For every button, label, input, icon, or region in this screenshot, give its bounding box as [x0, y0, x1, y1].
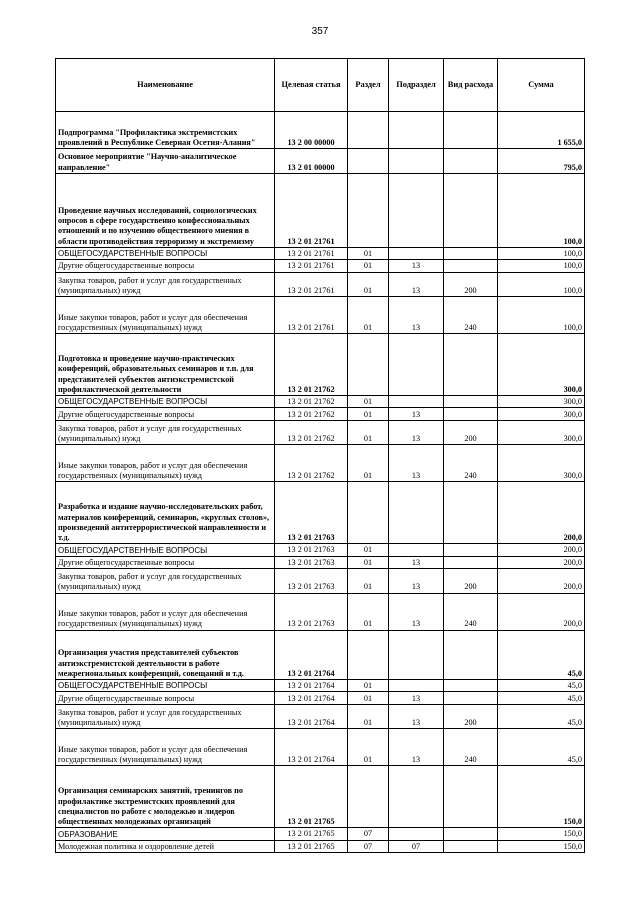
row-expense-type-cell: 200	[444, 704, 498, 729]
row-name-cell: Подготовка и проведение научно-практических конференций, образовательных семинаров и т.п. для представителей субъектов антиэкстремистской профилактической деятельности	[56, 334, 275, 396]
row-target-cell: 13 2 00 00000	[275, 112, 348, 149]
row-sum-cell: 45,0	[498, 679, 585, 691]
table-row	[56, 692, 585, 704]
header-expense-type: Вид расхода	[444, 59, 498, 112]
row-name-cell: Разработка и издание научно-исследовательских работ, материалов конференций, семинаров, «круглых столов», произведений антитеррористической направленности и т.д.	[56, 482, 275, 544]
row-name-cell: Иные закупки товаров, работ и услуг для обеспечения государственных (муниципальных) нужд	[56, 445, 275, 482]
row-expense-type-cell	[444, 149, 498, 174]
table-row	[56, 544, 585, 556]
row-sum-cell: 300,0	[498, 396, 585, 408]
row-expense-type-cell: 200	[444, 272, 498, 297]
table-header	[56, 59, 585, 112]
row-subsection-cell	[389, 828, 444, 840]
table-row	[56, 556, 585, 568]
row-name-cell: Проведение научных исследований, социологических опросов в сфере государственно конфессиональных отношений и по изучению общественного мнения в области противодействия терроризму и экстремизму	[56, 173, 275, 247]
row-subsection-cell: 13	[389, 272, 444, 297]
row-target-cell: 13 2 01 21763	[275, 556, 348, 568]
row-target-cell: 13 2 01 21762	[275, 420, 348, 445]
row-name-cell: ОБЩЕГОСУДАРСТВЕННЫЕ ВОПРОСЫ	[56, 247, 275, 259]
page-number: 357	[311, 26, 329, 37]
row-expense-type-cell	[444, 766, 498, 828]
row-subsection-cell: 13	[389, 568, 444, 593]
row-section-cell: 01	[348, 704, 389, 729]
row-sum-cell: 45,0	[498, 692, 585, 704]
row-section-cell: 01	[348, 420, 389, 445]
table-row	[56, 445, 585, 482]
table-row	[56, 679, 585, 691]
row-name-cell: Другие общегосударственные вопросы	[56, 408, 275, 420]
row-subsection-cell	[389, 630, 444, 679]
row-sum-cell: 150,0	[498, 766, 585, 828]
row-target-cell: 13 2 01 00000	[275, 149, 348, 174]
row-subsection-cell: 07	[389, 840, 444, 852]
table-body	[56, 112, 585, 853]
row-sum-cell: 795,0	[498, 149, 585, 174]
row-section-cell: 01	[348, 260, 389, 272]
row-sum-cell: 300,0	[498, 445, 585, 482]
row-expense-type-cell	[444, 396, 498, 408]
header-subsection: Подраздел	[389, 59, 444, 112]
row-section-cell	[348, 173, 389, 247]
row-subsection-cell: 13	[389, 260, 444, 272]
table-row	[56, 840, 585, 852]
row-section-cell: 01	[348, 297, 389, 334]
row-section-cell	[348, 766, 389, 828]
row-sum-cell: 150,0	[498, 828, 585, 840]
table-row	[56, 260, 585, 272]
row-section-cell: 07	[348, 840, 389, 852]
table-row	[56, 568, 585, 593]
header-target: Целевая статья	[275, 59, 348, 112]
row-name-cell: Основное мероприятие "Научно-аналитическое направление"	[56, 149, 275, 174]
row-section-cell: 01	[348, 247, 389, 259]
row-name-cell: ОБЩЕГОСУДАРСТВЕННЫЕ ВОПРОСЫ	[56, 679, 275, 691]
table-row	[56, 766, 585, 828]
row-target-cell: 13 2 01 21762	[275, 334, 348, 396]
row-section-cell: 01	[348, 445, 389, 482]
row-expense-type-cell: 240	[444, 297, 498, 334]
table-row	[56, 272, 585, 297]
row-section-cell	[348, 334, 389, 396]
row-section-cell: 01	[348, 396, 389, 408]
row-subsection-cell: 13	[389, 692, 444, 704]
header-name: Наименование	[56, 59, 275, 112]
row-subsection-cell	[389, 766, 444, 828]
row-target-cell: 13 2 01 21764	[275, 679, 348, 691]
table-row	[56, 297, 585, 334]
row-expense-type-cell	[444, 630, 498, 679]
row-target-cell: 13 2 01 21765	[275, 766, 348, 828]
row-name-cell: Молодежная политика и оздоровление детей	[56, 840, 275, 852]
row-target-cell: 13 2 01 21763	[275, 593, 348, 630]
row-expense-type-cell: 200	[444, 420, 498, 445]
row-name-cell: Другие общегосударственные вопросы	[56, 260, 275, 272]
header-section: Раздел	[348, 59, 389, 112]
row-name-cell: ОБРАЗОВАНИЕ	[56, 828, 275, 840]
table-row	[56, 149, 585, 174]
row-section-cell: 01	[348, 593, 389, 630]
row-sum-cell: 45,0	[498, 729, 585, 766]
row-sum-cell: 100,0	[498, 173, 585, 247]
row-subsection-cell: 13	[389, 445, 444, 482]
row-expense-type-cell	[444, 408, 498, 420]
row-sum-cell: 45,0	[498, 704, 585, 729]
table-row	[56, 729, 585, 766]
row-name-cell: Иные закупки товаров, работ и услуг для обеспечения государственных (муниципальных) нужд	[56, 729, 275, 766]
row-subsection-cell: 13	[389, 420, 444, 445]
row-subsection-cell	[389, 247, 444, 259]
row-subsection-cell	[389, 396, 444, 408]
row-sum-cell: 300,0	[498, 420, 585, 445]
row-section-cell: 01	[348, 729, 389, 766]
row-expense-type-cell: 240	[444, 593, 498, 630]
row-target-cell: 13 2 01 21761	[275, 173, 348, 247]
row-section-cell: 01	[348, 679, 389, 691]
row-subsection-cell	[389, 679, 444, 691]
row-subsection-cell	[389, 149, 444, 174]
row-sum-cell: 200,0	[498, 593, 585, 630]
row-expense-type-cell	[444, 692, 498, 704]
row-target-cell: 13 2 01 21762	[275, 445, 348, 482]
row-expense-type-cell	[444, 260, 498, 272]
row-subsection-cell	[389, 544, 444, 556]
row-expense-type-cell	[444, 828, 498, 840]
row-subsection-cell: 13	[389, 593, 444, 630]
row-name-cell: Организация участия представителей субъектов антиэкстремистской деятельности в работе межрегиональных конференций, совещаний и т.д.	[56, 630, 275, 679]
row-name-cell: Закупка товаров, работ и услуг для государственных (муниципальных) нужд	[56, 568, 275, 593]
row-expense-type-cell	[444, 679, 498, 691]
row-expense-type-cell	[444, 334, 498, 396]
row-sum-cell: 300,0	[498, 408, 585, 420]
row-name-cell: Другие общегосударственные вопросы	[56, 692, 275, 704]
row-sum-cell: 100,0	[498, 272, 585, 297]
row-name-cell: ОБЩЕГОСУДАРСТВЕННЫЕ ВОПРОСЫ	[56, 544, 275, 556]
table-row	[56, 408, 585, 420]
table-row	[56, 334, 585, 396]
row-target-cell: 13 2 01 21761	[275, 260, 348, 272]
row-name-cell: ОБЩЕГОСУДАРСТВЕННЫЕ ВОПРОСЫ	[56, 396, 275, 408]
row-target-cell: 13 2 01 21765	[275, 840, 348, 852]
row-section-cell: 01	[348, 272, 389, 297]
row-target-cell: 13 2 01 21763	[275, 482, 348, 544]
row-subsection-cell	[389, 112, 444, 149]
table-row	[56, 482, 585, 544]
row-section-cell	[348, 630, 389, 679]
table-row	[56, 173, 585, 247]
row-target-cell: 13 2 01 21764	[275, 704, 348, 729]
row-target-cell: 13 2 01 21761	[275, 247, 348, 259]
row-sum-cell: 100,0	[498, 297, 585, 334]
table-row	[56, 396, 585, 408]
table-row	[56, 630, 585, 679]
row-target-cell: 13 2 01 21761	[275, 272, 348, 297]
table-row	[56, 704, 585, 729]
row-expense-type-cell: 240	[444, 729, 498, 766]
row-expense-type-cell	[444, 544, 498, 556]
row-expense-type-cell	[444, 247, 498, 259]
row-target-cell: 13 2 01 21762	[275, 408, 348, 420]
row-subsection-cell: 13	[389, 729, 444, 766]
row-sum-cell: 300,0	[498, 334, 585, 396]
row-subsection-cell	[389, 482, 444, 544]
row-name-cell: Организация семинарских занятий, тренингов по профилактике экстремистских проявлений для специалистов по работе с молодежью и лидеров общественных молодежных организаций	[56, 766, 275, 828]
row-subsection-cell: 13	[389, 556, 444, 568]
row-sum-cell: 200,0	[498, 482, 585, 544]
row-sum-cell: 45,0	[498, 630, 585, 679]
row-target-cell: 13 2 01 21763	[275, 568, 348, 593]
budget-table	[55, 58, 585, 853]
row-target-cell: 13 2 01 21765	[275, 828, 348, 840]
row-expense-type-cell: 240	[444, 445, 498, 482]
row-subsection-cell: 13	[389, 408, 444, 420]
table-row	[56, 420, 585, 445]
header-sum: Сумма	[498, 59, 585, 112]
row-section-cell: 01	[348, 544, 389, 556]
row-section-cell	[348, 149, 389, 174]
row-sum-cell: 100,0	[498, 260, 585, 272]
table-row	[56, 828, 585, 840]
row-subsection-cell: 13	[389, 297, 444, 334]
table-row	[56, 593, 585, 630]
row-expense-type-cell	[444, 556, 498, 568]
row-expense-type-cell	[444, 173, 498, 247]
row-name-cell: Подпрограмма "Профилактика экстремистских проявлений в Республике Северная Осетия-Алания"	[56, 112, 275, 149]
row-target-cell: 13 2 01 21764	[275, 630, 348, 679]
table-row	[56, 112, 585, 149]
row-expense-type-cell	[444, 482, 498, 544]
row-target-cell: 13 2 01 21764	[275, 692, 348, 704]
row-name-cell: Закупка товаров, работ и услуг для государственных (муниципальных) нужд	[56, 420, 275, 445]
row-target-cell: 13 2 01 21763	[275, 544, 348, 556]
row-section-cell: 01	[348, 556, 389, 568]
row-section-cell: 07	[348, 828, 389, 840]
row-subsection-cell	[389, 173, 444, 247]
row-sum-cell: 150,0	[498, 840, 585, 852]
row-name-cell: Иные закупки товаров, работ и услуг для обеспечения государственных (муниципальных) нужд	[56, 593, 275, 630]
row-expense-type-cell: 200	[444, 568, 498, 593]
row-section-cell	[348, 112, 389, 149]
row-name-cell: Закупка товаров, работ и услуг для государственных (муниципальных) нужд	[56, 704, 275, 729]
row-expense-type-cell	[444, 112, 498, 149]
row-expense-type-cell	[444, 840, 498, 852]
row-subsection-cell: 13	[389, 704, 444, 729]
row-target-cell: 13 2 01 21764	[275, 729, 348, 766]
row-sum-cell: 200,0	[498, 568, 585, 593]
row-sum-cell: 200,0	[498, 544, 585, 556]
row-sum-cell: 100,0	[498, 247, 585, 259]
table-row	[56, 247, 585, 259]
row-section-cell	[348, 482, 389, 544]
row-subsection-cell	[389, 334, 444, 396]
row-section-cell: 01	[348, 692, 389, 704]
row-sum-cell: 1 655,0	[498, 112, 585, 149]
row-name-cell: Иные закупки товаров, работ и услуг для обеспечения государственных (муниципальных) нужд	[56, 297, 275, 334]
row-section-cell: 01	[348, 408, 389, 420]
row-sum-cell: 200,0	[498, 556, 585, 568]
row-target-cell: 13 2 01 21762	[275, 396, 348, 408]
row-name-cell: Другие общегосударственные вопросы	[56, 556, 275, 568]
row-section-cell: 01	[348, 568, 389, 593]
row-target-cell: 13 2 01 21761	[275, 297, 348, 334]
row-name-cell: Закупка товаров, работ и услуг для государственных (муниципальных) нужд	[56, 272, 275, 297]
